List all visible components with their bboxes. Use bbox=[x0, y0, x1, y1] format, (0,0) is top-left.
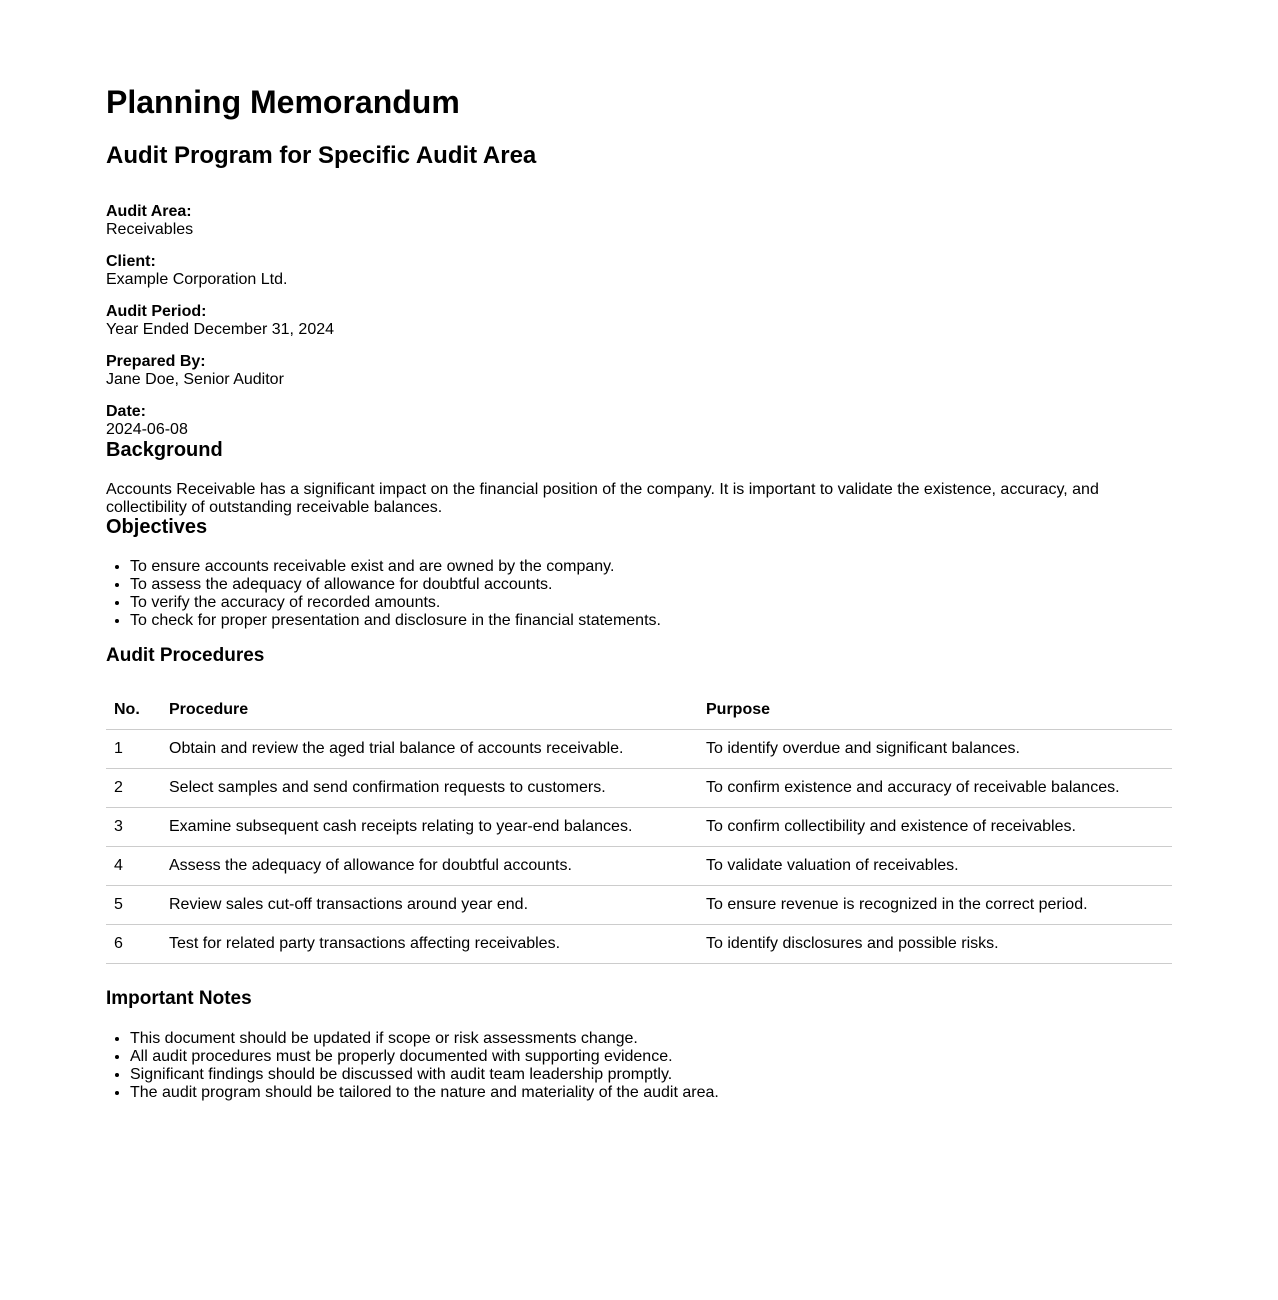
list-item: • To ensure accounts receivable exist and are owned by the company. bbox=[130, 558, 661, 576]
meta-label: Date: bbox=[106, 403, 147, 420]
background-heading: Background bbox=[106, 439, 223, 461]
procedures-heading: Audit Procedures bbox=[106, 645, 265, 666]
cell-procedure: Review sales cut-off transactions around year end. bbox=[161, 886, 698, 925]
table-row bbox=[106, 730, 1172, 769]
cell-no: 5 bbox=[106, 886, 161, 925]
cell-purpose: To confirm existence and accuracy of receivable balances. bbox=[698, 769, 1172, 808]
table-header-row bbox=[106, 691, 1172, 730]
cell-no: 1 bbox=[106, 730, 161, 769]
cell-procedure: Examine subsequent cash receipts relating to year-end balances. bbox=[161, 808, 698, 847]
meta-client bbox=[106, 253, 706, 289]
meta-value: Jane Doe, Senior Auditor bbox=[106, 371, 284, 388]
cell-no: 3 bbox=[106, 808, 161, 847]
list-item: • To assess the adequacy of allowance for doubtful accounts. bbox=[130, 576, 661, 594]
cell-no: 2 bbox=[106, 769, 161, 808]
meta-label: Audit Period: bbox=[106, 303, 207, 320]
list-item: • This document should be updated if scope or risk assessments change. bbox=[130, 1030, 719, 1048]
procedures-table bbox=[106, 691, 1172, 964]
notes-heading: Important Notes bbox=[106, 988, 252, 1009]
list-item: • Significant findings should be discussed with audit team leadership promptly. bbox=[130, 1066, 719, 1084]
memo-metadata bbox=[106, 203, 706, 439]
cell-no: 4 bbox=[106, 847, 161, 886]
meta-value: Example Corporation Ltd. bbox=[106, 271, 288, 288]
meta-value: 2024-06-08 bbox=[106, 421, 188, 438]
cell-purpose: To ensure revenue is recognized in the correct period. bbox=[698, 886, 1172, 925]
cell-procedure: Obtain and review the aged trial balance of accounts receivable. bbox=[161, 730, 698, 769]
table-row bbox=[106, 808, 1172, 847]
meta-label: Client: bbox=[106, 253, 156, 270]
cell-no: 6 bbox=[106, 925, 161, 964]
meta-value: Receivables bbox=[106, 221, 194, 238]
cell-purpose: To identify overdue and significant balances. bbox=[698, 730, 1172, 769]
meta-label: Audit Area: bbox=[106, 203, 192, 220]
column-header-purpose: Purpose bbox=[698, 691, 1172, 730]
list-item: • All audit procedures must be properly documented with supporting evidence. bbox=[130, 1048, 719, 1066]
page-title: Planning Memorandum bbox=[106, 84, 460, 120]
table-row bbox=[106, 925, 1172, 964]
cell-purpose: To confirm collectibility and existence of receivables. bbox=[698, 808, 1172, 847]
meta-value: Year Ended December 31, 2024 bbox=[106, 321, 335, 338]
table-row bbox=[106, 769, 1172, 808]
table-row bbox=[106, 886, 1172, 925]
cell-procedure: Select samples and send confirmation requests to customers. bbox=[161, 769, 698, 808]
cell-purpose: To validate valuation of receivables. bbox=[698, 847, 1172, 886]
notes-list bbox=[106, 1030, 719, 1102]
objectives-heading: Objectives bbox=[106, 516, 208, 538]
background-text: Accounts Receivable has a significant impact on the financial position of the company. It is important to validate the existence, accuracy, and collectibility of outstanding receivable balances. bbox=[106, 481, 1099, 516]
list-item: • To verify the accuracy of recorded amounts. bbox=[130, 594, 661, 612]
list-item: • To check for proper presentation and disclosure in the financial statements. bbox=[130, 612, 661, 630]
cell-procedure: Test for related party transactions affecting receivables. bbox=[161, 925, 698, 964]
meta-label: Prepared By: bbox=[106, 353, 206, 370]
column-header-no: No. bbox=[106, 691, 161, 730]
meta-date bbox=[106, 403, 706, 439]
objectives-list bbox=[106, 558, 661, 630]
cell-purpose: To identify disclosures and possible risks. bbox=[698, 925, 1172, 964]
meta-prepared-by bbox=[106, 353, 706, 389]
column-header-procedure: Procedure bbox=[161, 691, 698, 730]
page-subtitle: Audit Program for Specific Audit Area bbox=[106, 142, 537, 169]
cell-procedure: Assess the adequacy of allowance for doubtful accounts. bbox=[161, 847, 698, 886]
list-item: • The audit program should be tailored to the nature and materiality of the audit area. bbox=[130, 1084, 719, 1102]
meta-audit-period bbox=[106, 303, 706, 339]
table-row bbox=[106, 847, 1172, 886]
meta-audit-area bbox=[106, 203, 706, 239]
